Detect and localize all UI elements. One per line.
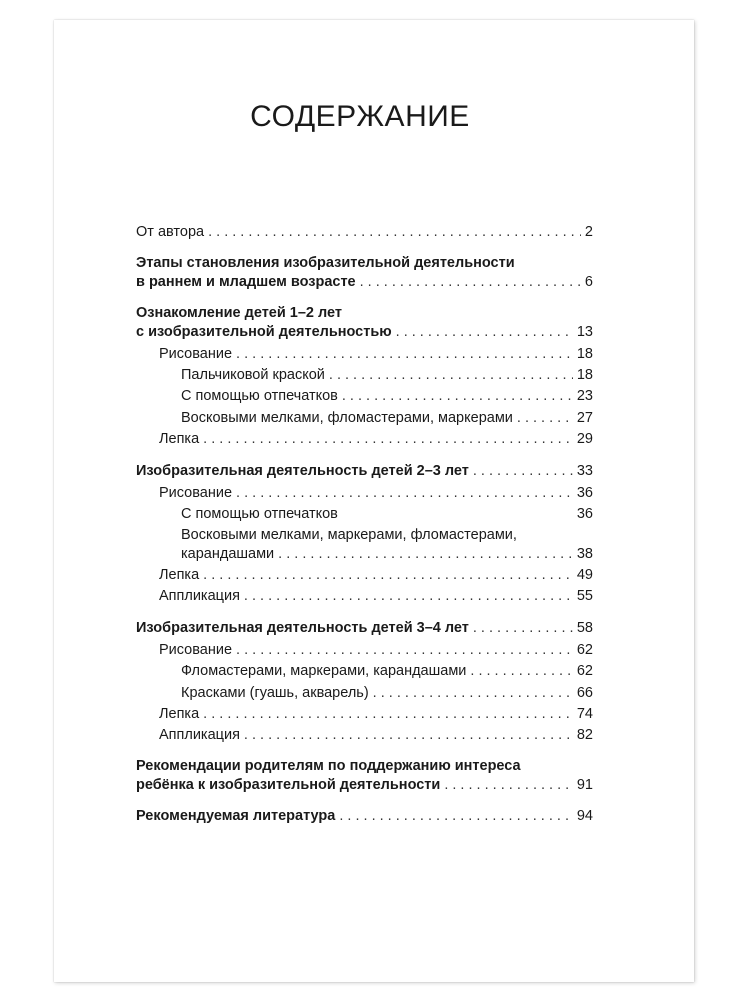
toc-entry-label: карандашами bbox=[181, 546, 275, 562]
toc-entry-label: Рисование bbox=[159, 485, 233, 501]
toc-entry-page: 94 bbox=[576, 808, 593, 824]
toc-entry-from-author bbox=[136, 223, 593, 241]
toc-entry-label-line1: Этапы становления изобразительной деятельности bbox=[136, 255, 515, 271]
toc-entry-wax-markers-pencils bbox=[181, 545, 593, 563]
toc-entry-page: 6 bbox=[584, 274, 593, 290]
dot-leader bbox=[396, 323, 573, 341]
dot-leader bbox=[236, 345, 573, 363]
toc-entry-page: 66 bbox=[576, 685, 593, 701]
toc-entry-label: Аппликация bbox=[159, 588, 240, 604]
toc-entry-page: 91 bbox=[576, 777, 593, 793]
toc-entry-modeling bbox=[159, 566, 593, 584]
toc-entry-page: 38 bbox=[576, 546, 593, 562]
toc-entry-label: Рисование bbox=[159, 346, 233, 362]
toc-entry-label: с изобразительной деятельностью bbox=[136, 324, 392, 340]
toc-entry-page: 27 bbox=[576, 410, 593, 426]
toc-entry-applique bbox=[159, 726, 593, 744]
toc-entry-label: От автора bbox=[136, 224, 205, 240]
toc-entry-page: 36 bbox=[576, 485, 593, 501]
toc-entry-label: Фломастерами, маркерами, карандашами bbox=[181, 663, 467, 679]
dot-leader bbox=[444, 776, 573, 794]
toc-entry-wax-crayons bbox=[181, 409, 593, 427]
dot-leader bbox=[236, 641, 573, 659]
dot-leader bbox=[203, 566, 573, 584]
toc-entry-label: Лепка bbox=[159, 431, 200, 447]
toc-entry-modeling bbox=[159, 430, 593, 448]
toc-entry-drawing bbox=[159, 484, 593, 502]
toc-entry-page: 55 bbox=[576, 588, 593, 604]
dot-leader bbox=[203, 430, 573, 448]
toc-entry-page: 82 bbox=[576, 727, 593, 743]
toc-entry-page: 62 bbox=[576, 642, 593, 658]
toc-entry-page: 74 bbox=[576, 706, 593, 722]
toc-entry-page: 36 bbox=[576, 506, 593, 522]
toc-entry-label: Аппликация bbox=[159, 727, 240, 743]
toc-entry-label: Лепка bbox=[159, 706, 200, 722]
dot-leader bbox=[473, 619, 573, 637]
toc-entry-finger-paint bbox=[181, 366, 593, 384]
dot-leader bbox=[329, 366, 573, 384]
toc-entry-page: 2 bbox=[584, 224, 593, 240]
dot-leader bbox=[278, 545, 573, 563]
toc-entry-label: Пальчиковой краской bbox=[181, 367, 325, 383]
toc-entry-stages bbox=[136, 273, 593, 291]
toc-entry-page: 18 bbox=[576, 367, 593, 383]
toc-entry-literature bbox=[136, 807, 593, 825]
dot-leader bbox=[517, 409, 573, 427]
toc-entry-paints bbox=[181, 684, 593, 702]
toc-entry-page: 33 bbox=[576, 463, 593, 479]
toc-entry-page: 62 bbox=[576, 663, 593, 679]
toc-entry-markers-pencils bbox=[181, 662, 593, 680]
toc-entry-label: ребёнка к изобразительной деятельности bbox=[136, 777, 441, 793]
dot-leader bbox=[373, 684, 573, 702]
toc-entry-page: 13 bbox=[576, 324, 593, 340]
toc-entry-age-1-2 bbox=[136, 323, 593, 341]
toc-entry-label-line1: Восковыми мелками, маркерами, фломастерами, bbox=[181, 527, 517, 543]
dot-leader bbox=[470, 662, 572, 680]
dot-leader bbox=[244, 726, 573, 744]
toc-entry-label: Рекомендуемая литература bbox=[136, 808, 336, 824]
toc-entry-drawing bbox=[159, 641, 593, 659]
dot-leader bbox=[339, 807, 573, 825]
toc-entry-page: 29 bbox=[576, 431, 593, 447]
toc-entry-applique bbox=[159, 587, 593, 605]
toc-entry-label: Восковыми мелками, фломастерами, маркерами bbox=[181, 410, 513, 426]
dot-leader bbox=[244, 587, 573, 605]
dot-leader bbox=[236, 484, 573, 502]
toc-entry-label: Рисование bbox=[159, 642, 233, 658]
dot-leader bbox=[208, 223, 581, 241]
toc-entry-age-2-3 bbox=[136, 462, 593, 480]
toc-entry-modeling bbox=[159, 705, 593, 723]
toc-entry-label-line1: Ознакомление детей 1–2 лет bbox=[136, 305, 343, 321]
toc-entry-label-line1: Рекомендации родителям по поддержанию интереса bbox=[136, 758, 521, 774]
toc-entry-page: 18 bbox=[576, 346, 593, 362]
toc-entry-prints bbox=[181, 505, 593, 523]
dot-leader bbox=[342, 387, 573, 405]
toc-entry-age-3-4 bbox=[136, 619, 593, 637]
page-title: СОДЕРЖАНИЕ bbox=[250, 100, 470, 133]
toc-entry-label: Изобразительная деятельность детей 2–3 лет bbox=[136, 463, 469, 479]
toc-entry-label: Лепка bbox=[159, 567, 200, 583]
toc-entry-prints bbox=[181, 387, 593, 405]
toc-entry-label: Изобразительная деятельность детей 3–4 лет bbox=[136, 620, 469, 636]
toc-entry-label: в раннем и младшем возрасте bbox=[136, 274, 356, 290]
toc-entry-page: 49 bbox=[576, 567, 593, 583]
toc-entry-label: Красками (гуашь, акварель) bbox=[181, 685, 369, 701]
toc-entry-recommendations bbox=[136, 776, 593, 794]
toc-entry-page: 23 bbox=[576, 388, 593, 404]
toc-entry-label: С помощью отпечатков bbox=[181, 506, 338, 522]
dot-leader bbox=[203, 705, 573, 723]
toc-entry-label: С помощью отпечатков bbox=[181, 388, 338, 404]
toc-entry-drawing bbox=[159, 345, 593, 363]
toc-entry-page: 58 bbox=[576, 620, 593, 636]
dot-leader bbox=[473, 462, 573, 480]
dot-leader bbox=[360, 273, 581, 291]
